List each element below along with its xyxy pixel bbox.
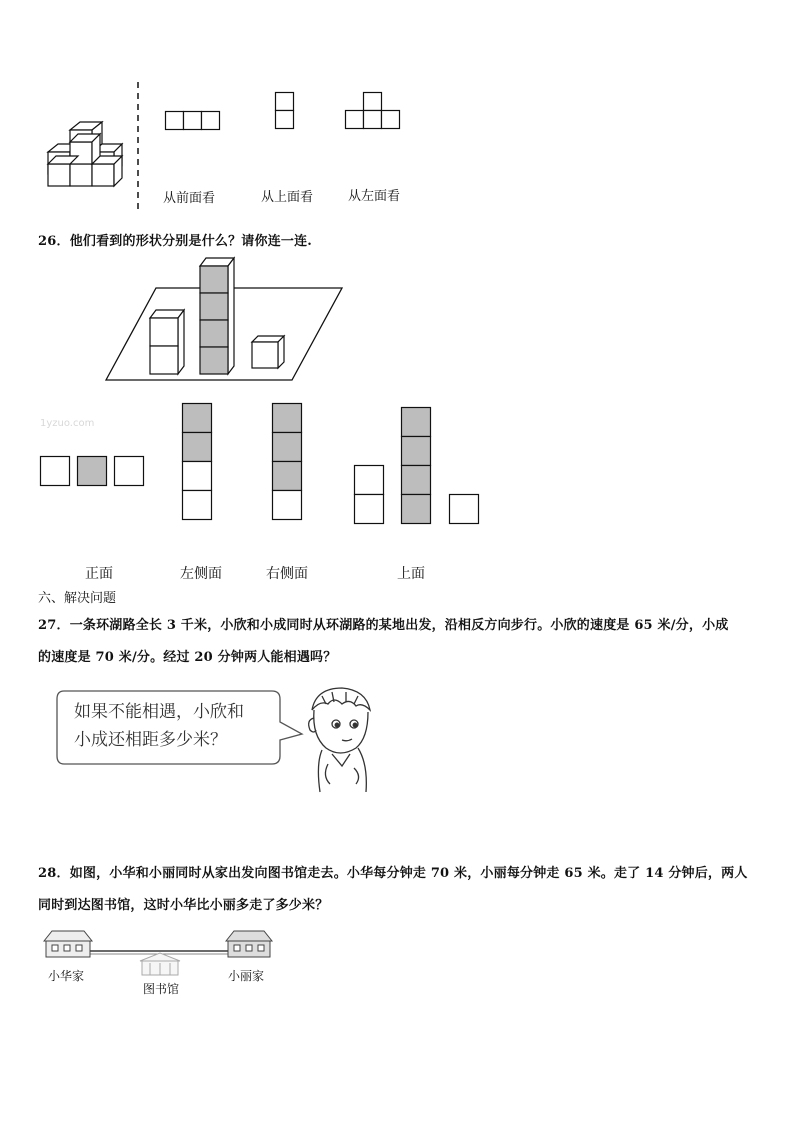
left-view-label: 从左面看 (348, 189, 401, 204)
q26-view-right-shape (272, 403, 304, 523)
q28-line2: 同时到达图书馆，这时小华比小丽多走了多少米？ (38, 898, 329, 913)
dashed-divider (136, 82, 140, 212)
bubble-text-line2: 小成还相距多少米？ (74, 730, 227, 750)
section-title: 六、解决问题 (38, 591, 117, 606)
q26-view-top-shape (354, 404, 482, 524)
q26-view-left-shape (182, 403, 214, 523)
top-view-shape (275, 92, 295, 130)
q28-line1: 28．如图，小华和小丽同时从家出发向图书馆走去。小华每分钟走 70 米，小丽每分钟走 65 米。走了 14 分钟后，两人 (38, 866, 748, 881)
cube-stack-figure-base (40, 120, 140, 200)
top-view-label: 从上面看 (261, 190, 314, 205)
q26-text: 26．他们看到的形状分别是什么？请你连一连. (38, 234, 313, 249)
boy-illustration (302, 684, 382, 794)
bubble-text-line1: 如果不能相遇，小欣和 (74, 702, 244, 722)
view-label-right: 右侧面 (266, 566, 308, 582)
q26-table-figure (100, 256, 350, 386)
place-library: 图书馆 (143, 982, 180, 996)
left-view-shape (345, 92, 403, 130)
front-view-label: 从前面看 (163, 191, 216, 206)
q26-view-front-shape (40, 456, 146, 488)
watermark: 1yzuo.com (40, 418, 95, 429)
front-view-shape (165, 111, 221, 131)
view-label-front: 正面 (85, 566, 113, 582)
view-label-left: 左侧面 (180, 566, 222, 582)
place-xiaoli-home: 小丽家 (228, 969, 265, 983)
q27-line1: 27．一条环湖路全长 3 千米，小欣和小成同时从环湖路的某地出发，沿相反方向步行。小欣的速度是 65 米/分，小成 (38, 618, 729, 633)
place-xiaohua-home: 小华家 (48, 969, 85, 983)
view-label-top: 上面 (397, 566, 425, 582)
q27-line2: 的速度是 70 米/分。经过 20 分钟两人能相遇吗？ (38, 650, 337, 665)
